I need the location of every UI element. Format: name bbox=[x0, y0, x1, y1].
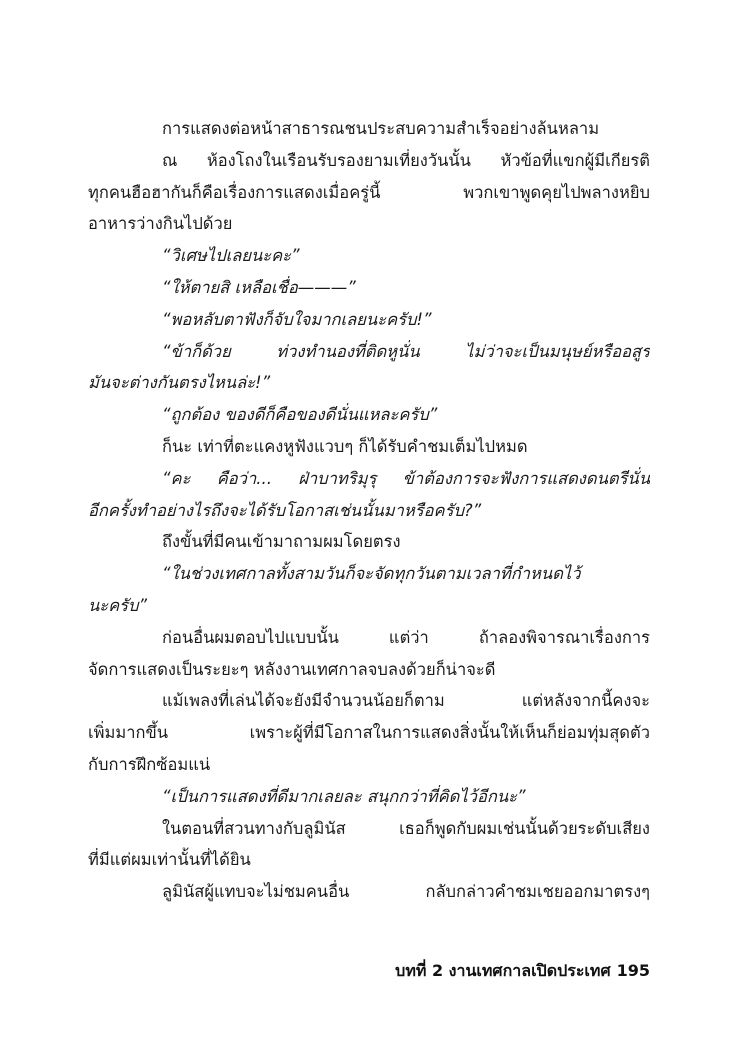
text-line: กับการฝึกซ้อมแน่ bbox=[88, 754, 211, 774]
text-line: มันจะต่างกันตรงไหนล่ะ!” bbox=[88, 373, 271, 393]
text-line: ก่อนอื่นผมตอบไปแบบนั้น แต่ว่า ถ้าลองพิจารณาเรื่องการ bbox=[162, 627, 650, 647]
text-line: อีกครั้งทำอย่างไรถึงจะได้รับโอกาสเช่นนั้นมาหรือครับ?” bbox=[88, 500, 482, 520]
text-line: แม้เพลงที่เล่นได้จะยังมีจำนวนน้อยก็ตาม แต่หลังจากนี้คงจะ bbox=[162, 691, 650, 711]
text-line: “พอหลับตาฟังก็จับใจมากเลยนะครับ!” bbox=[162, 309, 432, 329]
text-line: ถึงขั้นที่มีคนเข้ามาถามผมโดยตรง bbox=[162, 532, 401, 552]
text-line: “ให้ตายสิ เหลือเชื่อ———” bbox=[162, 277, 356, 297]
text-line: จัดการแสดงเป็นระยะๆ หลังงานเทศกาลจบลงด้วยก็น่าจะดี bbox=[88, 659, 496, 679]
text-line: อาหารว่างกินไปด้วย bbox=[88, 214, 233, 234]
text-line: การแสดงต่อหน้าสาธารณชนประสบความสำเร็จอย่างล้นหลาม bbox=[162, 119, 600, 138]
text-line: “วิเศษไปเลยนะคะ” bbox=[162, 246, 300, 266]
text-line: ทุกคนฮือฮากันก็คือเรื่องการแสดงเมื่อครู่นี้ พวกเขาพูดคุยไปพลางหยิบ bbox=[88, 182, 650, 202]
text-line: นะครับ” bbox=[88, 595, 148, 615]
chapter-title: บทที่ 2 งานเทศกาลเปิดประเทศ bbox=[395, 961, 611, 980]
text-line: ที่มีแต่ผมเท่านั้นที่ได้ยิน bbox=[88, 850, 251, 870]
text-line: “คะ คือว่า... ฝ่าบาทริมุรุ ข้าต้องการจะฟังการแสดงดนตรีนั่น bbox=[162, 468, 650, 488]
text-line: “ถูกต้อง ของดีก็คือของดีนั่นแหละครับ” bbox=[162, 405, 438, 425]
body-text bbox=[88, 113, 650, 908]
page-number: 195 bbox=[616, 961, 650, 980]
text-line: “ข้าก็ด้วย ท่วงทำนองที่ติดหูนั่น ไม่ว่าจะเป็นมนุษย์หรืออสูร bbox=[162, 341, 650, 361]
text-line: ก็นะ เท่าที่ตะแคงหูฟังแวบๆ ก็ได้รับคำชมเต็มไปหมด bbox=[162, 436, 528, 456]
text-line: “เป็นการแสดงที่ดีมากเลยละ สนุกกว่าที่คิดไว้อีกนะ” bbox=[162, 786, 526, 806]
text-line: ลูมินัสผู้แทบจะไม่ชมคนอื่น กลับกล่าวคำชมเชยออกมาตรงๆ bbox=[162, 882, 650, 902]
text-line: “ในช่วงเทศกาลทั้งสามวันก็จะจัดทุกวันตามเวลาที่กำหนดไว้ bbox=[162, 564, 581, 584]
text-line: เพิ่มมากขึ้น เพราะผู้ที่มีโอกาสในการแสดงสิ่งนั้นให้เห็นก็ย่อมทุ่มสุดตัว bbox=[88, 723, 650, 743]
text-line: ณ ห้องโถงในเรือนรับรองยามเที่ยงวันนั้น หัวข้อที่แขกผู้มีเกียรติ bbox=[162, 150, 650, 170]
page-footer bbox=[395, 955, 650, 987]
text-line: ในตอนที่สวนทางกับลูมินัส เธอก็พูดกับผมเช่นนั้นด้วยระดับเสียง bbox=[162, 818, 650, 838]
